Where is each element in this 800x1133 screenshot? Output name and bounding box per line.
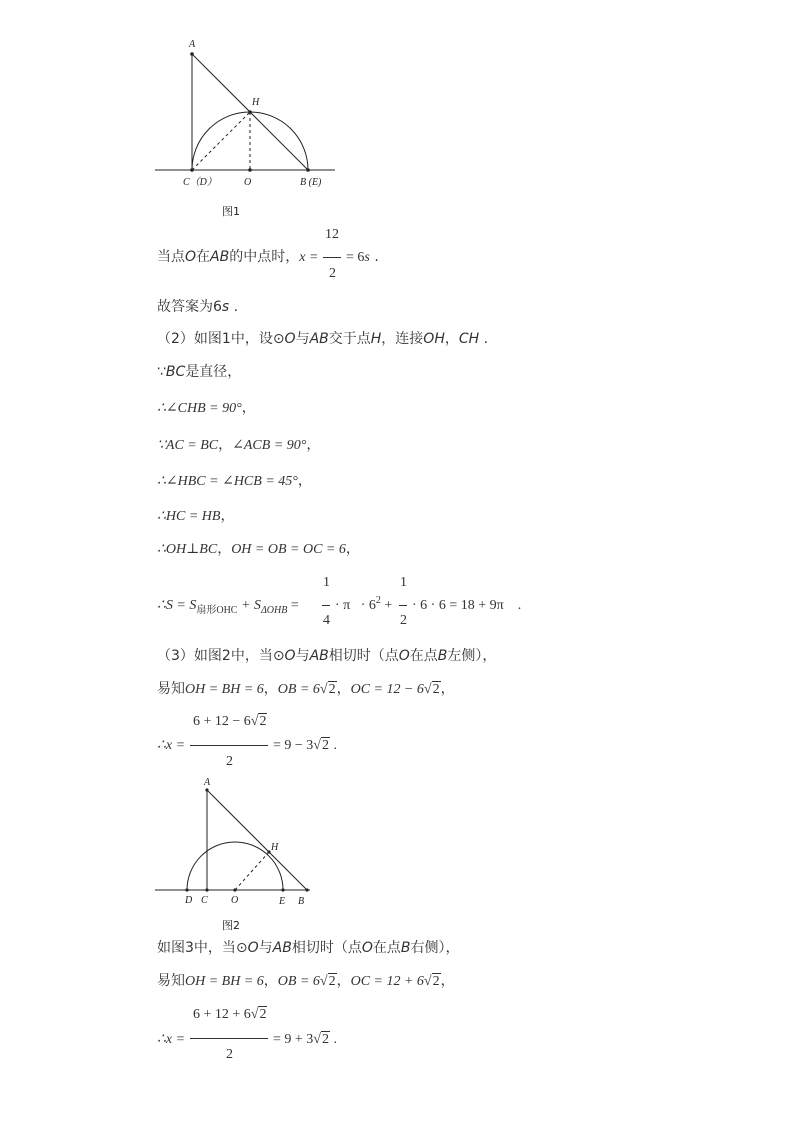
figure-1-caption: 图1 <box>222 205 240 218</box>
radicand: 2 <box>259 714 267 729</box>
fig1-point-o <box>248 168 252 172</box>
line-8 <box>157 508 234 526</box>
radicand: 2 <box>328 974 336 989</box>
var-o: O <box>398 648 410 664</box>
fig2-label-c: C <box>201 895 208 906</box>
text: 与 <box>295 648 310 664</box>
line1-frac-den: 2 <box>329 266 336 281</box>
fig2-label-e: E <box>279 896 286 907</box>
var-s: s <box>364 250 370 265</box>
sqrt-symbol: √ <box>423 682 432 697</box>
var-b: B <box>400 940 411 956</box>
line10-frac2-den: 2 <box>400 613 407 628</box>
var-o: O <box>247 940 259 956</box>
text: 与 <box>258 940 273 956</box>
comma: ， <box>336 681 351 697</box>
equals: = <box>290 598 299 613</box>
sqrt-symbol: √ <box>423 974 432 989</box>
var-b: B <box>437 648 448 664</box>
math: = 9 − 3 <box>273 738 314 753</box>
sqrt-symbol: √ <box>319 974 328 989</box>
text: 是直径， <box>185 364 242 380</box>
line-4 <box>157 363 241 381</box>
fig2-point-o <box>233 888 236 891</box>
fig2-point-e <box>281 888 284 891</box>
comma: ， <box>263 973 278 989</box>
fig2-point-a <box>205 788 208 791</box>
math: · π <box>335 598 351 613</box>
var-ch: CH <box>458 331 480 347</box>
math: · 6 · 6 = 18 + 9π <box>412 598 504 613</box>
var-o: O <box>284 648 296 664</box>
fig2-label-a: A <box>204 777 211 788</box>
radicand: 2 <box>259 1007 267 1022</box>
math: OB = 6 <box>277 974 320 989</box>
radicand: 2 <box>321 738 329 753</box>
plus: + <box>384 598 393 613</box>
radicand: 2 <box>328 682 336 697</box>
subscript: ΔOHB <box>260 605 288 616</box>
text: 相切时（点 <box>291 940 362 956</box>
math: OH = BH = 6 <box>185 682 264 697</box>
fig2-label-h: H <box>271 842 279 853</box>
line-13-lhs <box>157 737 185 755</box>
text: （3）如图2中，当⊙ <box>157 648 285 664</box>
numerator: 6 + 12 − 6 <box>193 714 251 729</box>
math: ∴x = <box>157 1032 186 1047</box>
math: ∴x = <box>157 738 186 753</box>
text: 交于点 <box>328 331 371 347</box>
sqrt-symbol: √ <box>313 738 321 753</box>
line-5 <box>157 400 256 418</box>
text: 如图3中，当⊙ <box>157 940 248 956</box>
var-o: O <box>284 331 296 347</box>
comma: ， <box>220 509 235 524</box>
fig2-segment-oh <box>235 852 269 890</box>
line1-frac-num: 12 <box>325 227 339 242</box>
line-16-rhs <box>273 1031 337 1049</box>
var-oh: OH <box>423 331 445 347</box>
equals: = <box>309 250 318 265</box>
sqrt-symbol: √ <box>250 714 259 729</box>
math: OC = 12 + 6 <box>350 974 424 989</box>
line13-frac-den: 2 <box>226 754 233 769</box>
var-ab: AB <box>309 331 329 347</box>
comma: ， <box>345 542 360 557</box>
math: ∴OH⊥BC <box>157 542 218 557</box>
math: OH = OB = OC = 6 <box>231 542 346 557</box>
line10-frac2-bar <box>399 605 407 606</box>
math: ∴∠HBC = ∠HCB = 45° <box>157 474 298 489</box>
line-10-tail <box>412 597 521 615</box>
line10-frac2-num: 1 <box>400 575 407 590</box>
figure-2-diagram <box>150 772 330 912</box>
period: . <box>517 598 522 613</box>
line13-frac-bar <box>190 745 268 746</box>
var-ab: AB <box>210 249 230 265</box>
comma: ， <box>241 401 256 416</box>
period: . <box>333 738 337 753</box>
comma: ， <box>263 681 278 697</box>
fig2-label-o: O <box>231 895 239 906</box>
line-1-rhs <box>346 248 379 267</box>
text: ，连接 <box>381 331 424 347</box>
text: 易知 <box>157 681 185 697</box>
line-14 <box>157 939 460 957</box>
fig2-semicircle <box>187 842 283 890</box>
line-1 <box>157 248 318 267</box>
var-h: H <box>370 331 382 347</box>
var-s: s <box>221 299 230 315</box>
line10-frac1-num: 1 <box>323 575 330 590</box>
var-ab: AB <box>309 648 329 664</box>
fig1-label-c: C（D） <box>183 177 217 188</box>
text: （2）如图1中，设⊙ <box>157 331 285 347</box>
line-15 <box>157 972 455 991</box>
text: ， <box>444 331 459 347</box>
text: 相切时（点 <box>328 648 399 664</box>
line16-frac-bar <box>190 1038 268 1039</box>
fig1-label-a: A <box>189 39 196 50</box>
comma: ， <box>440 973 455 989</box>
exponent: 2 <box>375 595 381 606</box>
fig1-point-h <box>248 110 252 114</box>
sqrt-symbol: √ <box>313 1032 321 1047</box>
math: ∴S = S <box>157 598 197 613</box>
comma: ， <box>336 973 351 989</box>
text: 故答案为6 <box>157 299 222 315</box>
fig2-point-d <box>185 888 188 891</box>
text: 在 <box>196 249 211 265</box>
fig1-label-o: O <box>244 177 252 188</box>
text: 左侧）， <box>447 648 497 664</box>
subscript: 扇形OHC <box>196 605 238 616</box>
line-10-mid <box>335 597 392 616</box>
var-o: O <box>185 249 197 265</box>
line1-frac-bar <box>323 257 341 258</box>
var-bc: BC <box>165 364 186 380</box>
var-x: x <box>299 250 306 265</box>
line-13-rhs <box>273 737 337 755</box>
text: 当点 <box>157 249 185 265</box>
math: ∴HC = HB <box>157 509 221 524</box>
fig1-point-c <box>190 168 194 172</box>
math: = 9 + 3 <box>273 1032 314 1047</box>
comma: ， <box>217 542 232 557</box>
numerator: 6 + 12 + 6 <box>193 1007 251 1022</box>
comma: ， <box>306 438 321 453</box>
text: 的中点时， <box>229 249 300 265</box>
sqrt-symbol: √ <box>250 1007 259 1022</box>
math: ∵AC = BC <box>157 438 219 453</box>
math: + S <box>240 598 261 613</box>
line10-frac1-den: 4 <box>323 613 330 628</box>
text: 右侧）， <box>410 940 460 956</box>
fig1-label-b: B (E) <box>300 177 322 188</box>
period: . <box>333 1032 337 1047</box>
text: 在点 <box>372 940 401 956</box>
line-2 <box>157 298 238 316</box>
figure-2-caption: 图2 <box>222 919 240 932</box>
sqrt-symbol: √ <box>319 682 328 697</box>
math: OB = 6 <box>277 682 320 697</box>
text: 在点 <box>409 648 438 664</box>
fig1-point-a <box>190 52 194 56</box>
fig2-segment-ab <box>207 790 307 890</box>
radicand: 2 <box>321 1032 329 1047</box>
var-o: O <box>361 940 373 956</box>
period: . <box>483 331 489 347</box>
line-6 <box>157 437 320 455</box>
comma: ， <box>297 474 312 489</box>
math: OC = 12 − 6 <box>350 682 424 697</box>
line-16-lhs <box>157 1031 185 1049</box>
period: . <box>374 249 379 265</box>
fig1-segment-ch <box>192 112 250 170</box>
line-3 <box>157 330 488 348</box>
figure-1-diagram <box>150 30 350 195</box>
fig2-point-c <box>205 888 208 891</box>
line16-frac-num <box>193 1006 267 1024</box>
fig1-point-b <box>306 168 310 172</box>
fig1-label-h: H <box>252 97 260 108</box>
comma: ， <box>440 681 455 697</box>
fig2-label-d: D <box>185 895 193 906</box>
var-ab: AB <box>272 940 292 956</box>
fig2-label-b: B <box>298 896 305 907</box>
line-10 <box>157 597 299 616</box>
math: · 6 <box>360 598 376 613</box>
rhs: = 6 <box>346 250 365 265</box>
math: ∠ACB = 90° <box>232 438 307 453</box>
therefore-since: ∵ <box>157 364 166 380</box>
line-7 <box>157 473 312 491</box>
line-12 <box>157 680 455 699</box>
text: 易知 <box>157 973 185 989</box>
period: . <box>233 299 239 315</box>
line13-frac-num <box>193 713 267 731</box>
line10-frac1-bar <box>322 605 330 606</box>
fig2-point-b <box>305 888 308 891</box>
radicand: 2 <box>432 682 440 697</box>
comma: ， <box>218 438 233 453</box>
radicand: 2 <box>432 974 440 989</box>
math: OH = BH = 6 <box>185 974 264 989</box>
line-9 <box>157 541 360 559</box>
text: 与 <box>295 331 310 347</box>
math: ∴∠CHB = 90° <box>157 401 242 416</box>
line16-frac-den: 2 <box>226 1047 233 1062</box>
line-11 <box>157 647 496 665</box>
